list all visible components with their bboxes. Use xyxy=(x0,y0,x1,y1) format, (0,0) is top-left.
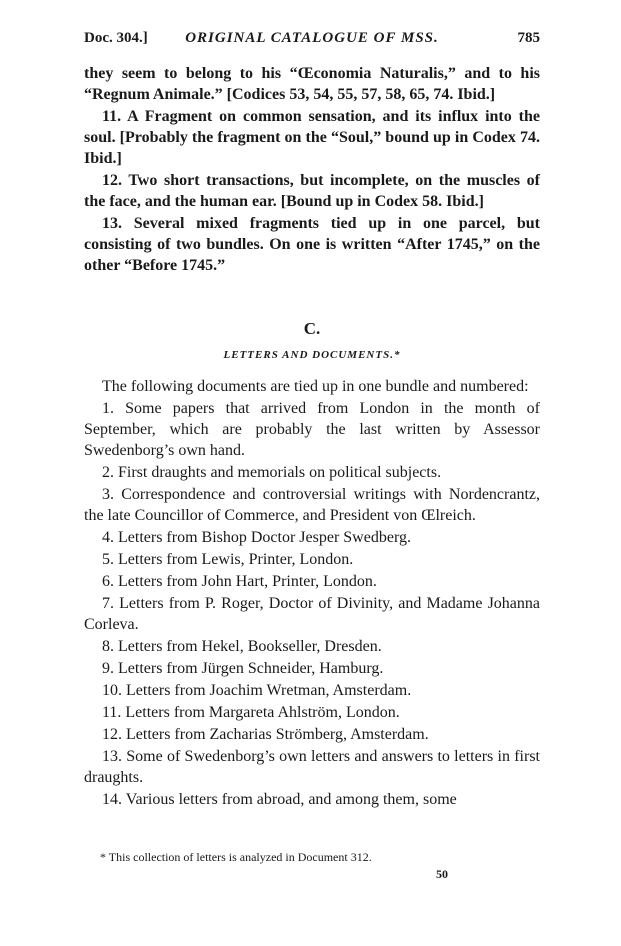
list-item: 6. Letters from John Hart, Printer, London. xyxy=(102,573,377,590)
list-item: 12. Two short transactions, but incomplete, on the muscles of the face, and the human ear. [Bound up in Codex 58. Ibid.] xyxy=(84,172,540,210)
list-item: 11. Letters from Margareta Ahlström, London. xyxy=(102,704,400,721)
list-item: 9. Letters from Jürgen Schneider, Hamburg. xyxy=(102,660,384,677)
list-item: 13. Several mixed fragments tied up in one parcel, but consisting of two bundles. On one is written “After 1745,” on the other “Before 1745.” xyxy=(84,215,540,274)
page-number: 785 xyxy=(517,30,540,46)
list-item: 14. Various letters from abroad, and among them, some xyxy=(102,791,457,808)
footnote: * This collection of letters is analyzed in Document 312. xyxy=(100,850,372,864)
signature-mark: 50 xyxy=(436,867,448,881)
section-heading: C. xyxy=(303,319,321,338)
intro-paragraph: they seem to belong to his “Œconomia Naturalis,” and to his “Regnum Animale.” [Codices 53, 54, 55, 57, 58, 65, 74. Ibid.] xyxy=(84,65,540,103)
list-item: 1. Some papers that arrived from London in the month of September, which are probably the last written by Assessor Swedenborg’s own hand. xyxy=(84,400,540,459)
list-item: 10. Letters from Joachim Wretman, Amsterdam. xyxy=(102,682,412,699)
list-item: 11. A Fragment on common sensation, and its influx into the soul. [Probably the fragment on the “Soul,” bound up in Codex 74. Ibid.] xyxy=(84,108,540,167)
list-item: 4. Letters from Bishop Doctor Jesper Swedberg. xyxy=(102,529,411,546)
list-item: 12. Letters from Zacharias Strömberg, Amsterdam. xyxy=(102,726,429,743)
doc-reference: Doc. 304.] xyxy=(84,30,148,46)
running-header xyxy=(84,30,540,50)
section-subtitle: LETTERS AND DOCUMENTS.* xyxy=(223,349,401,361)
list-item: 5. Letters from Lewis, Printer, London. xyxy=(102,551,354,568)
list-item: 2. First draughts and memorials on political subjects. xyxy=(102,464,442,481)
section-intro: The following documents are tied up in one bundle and numbered: xyxy=(102,378,529,395)
body-text xyxy=(84,63,540,811)
list-item: 3. Correspondence and controversial writings with Nordencrantz, the late Councillor of Commerce, and President von Œlreich. xyxy=(84,486,540,524)
running-title: ORIGINAL CATALOGUE OF MSS. xyxy=(185,30,439,46)
list-item: 8. Letters from Hekel, Bookseller, Dresden. xyxy=(102,638,382,655)
list-item: 13. Some of Swedenborg’s own letters and answers to letters in first draughts. xyxy=(84,748,540,786)
list-item: 7. Letters from P. Roger, Doctor of Divinity, and Madame Johanna Corleva. xyxy=(84,595,540,633)
